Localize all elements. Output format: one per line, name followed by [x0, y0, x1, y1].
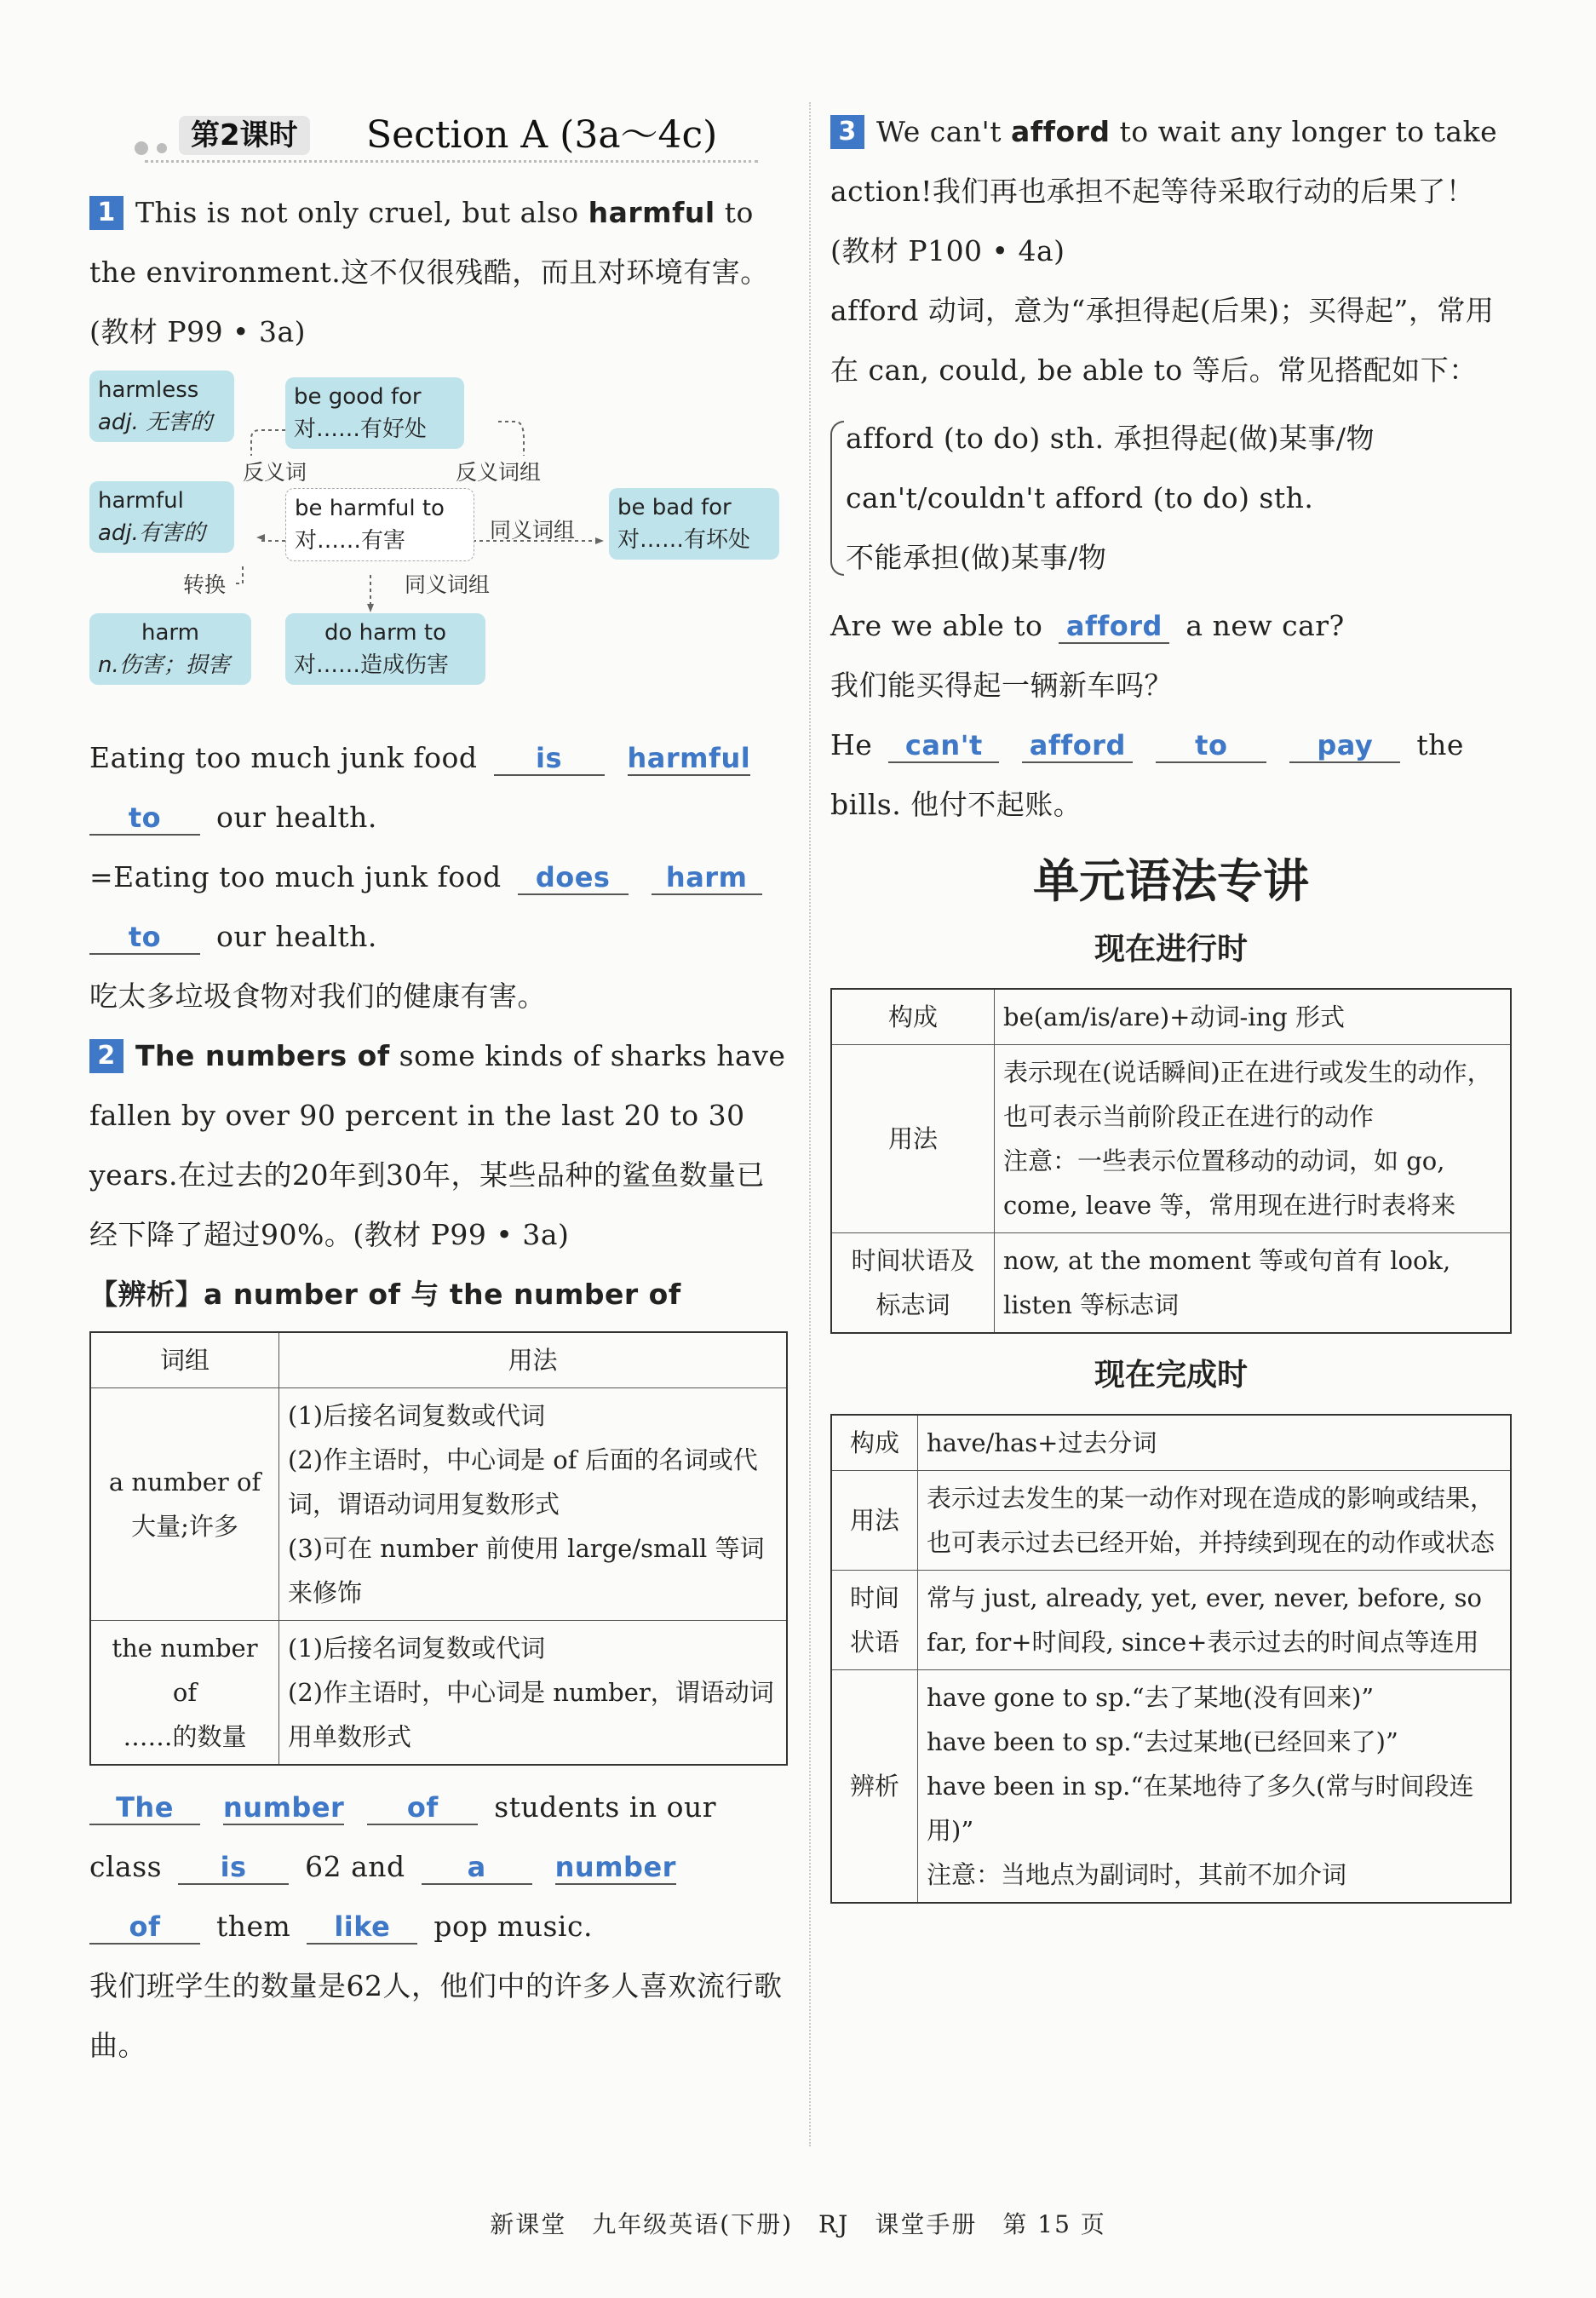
- node-be-bad-for: be bad for 对……有坏处: [609, 488, 779, 560]
- lesson-header: [128, 109, 758, 169]
- answer-blank[interactable]: harmful: [627, 742, 751, 774]
- item-2-sentence: 2 The numbers of some kinds of sharks have fallen by over 90 percent in the last 20 to 30 years.在过去的20年到30年，某些品种的鲨鱼数量已经下降了超过90%。(教材 P99 • 3a): [89, 1039, 786, 1251]
- answer-blank[interactable]: afford: [1022, 729, 1133, 763]
- word-family-diagram: [89, 371, 788, 711]
- item-number-badge: 3: [830, 115, 864, 149]
- item-3-translation-1: 我们能买得起一辆新车吗？: [830, 669, 1173, 702]
- table-row: [90, 1621, 787, 1766]
- table-cell: have/has+过去分词: [918, 1415, 1512, 1471]
- table-cell: (1)后接名词复数或代词 (2)作主语时，中心词是 of 后面的名词或代词，谓语动词用复数形式 (3)可在 number 前使用 large/small 等词来修饰: [279, 1388, 788, 1621]
- table-cell: 用法: [831, 1045, 995, 1233]
- table-cell: 用法: [831, 1471, 918, 1571]
- label-synonym-phrase: 同义词组: [490, 518, 576, 543]
- table-row: [831, 1415, 1511, 1471]
- answer-blank[interactable]: of: [367, 1791, 478, 1825]
- node-be-harmful-to: be harmful to 对……有害: [285, 488, 474, 561]
- section-title: Section A (3a～4c): [366, 113, 718, 157]
- lesson-badge: 第2课时: [179, 116, 310, 155]
- answer-blank[interactable]: is: [178, 1851, 289, 1885]
- table-cell: 表示过去发生的某一动作对现在造成的影响或结果，也可表示过去已经开始，并持续到现在的动作或状态: [918, 1471, 1512, 1571]
- bullet-dot-icon: [157, 143, 167, 153]
- answer-blank[interactable]: afford: [1059, 610, 1169, 644]
- label-synonym-phrase-2: 同义词组: [405, 572, 491, 597]
- answer-blank[interactable]: number: [223, 1791, 345, 1824]
- header-divider: [145, 160, 758, 163]
- node-be-good-for: be good for 对……有好处: [285, 377, 464, 449]
- answer-blank[interactable]: harm: [652, 861, 762, 895]
- table-cell: the number of ……的数量: [90, 1621, 279, 1766]
- item-1-translation: 吃太多垃圾食物对我们的健康有害。: [89, 980, 546, 1013]
- present-perfect-table: [830, 1414, 1512, 1904]
- item-1-sentence: 1 This is not only cruel, but also harmful to the environment.这不仅很残酷，而且对环境有害。(教材 P99 • 3a): [89, 196, 769, 348]
- bullet-dot-icon: [135, 141, 148, 155]
- left-column: [89, 183, 788, 2076]
- answer-blank[interactable]: of: [89, 1910, 200, 1945]
- table-cell: be(am/is/are)+动词-ing 形式: [995, 989, 1512, 1045]
- node-harmless: harmless adj. 无害的: [89, 371, 234, 442]
- answer-blank[interactable]: pay: [1289, 729, 1400, 763]
- table-row: [831, 1670, 1511, 1904]
- answer-blank[interactable]: does: [518, 861, 629, 895]
- collocation-line: 不能承担(做)某事/物: [846, 541, 1107, 574]
- answer-blank[interactable]: a: [422, 1851, 532, 1885]
- table-row: [831, 1045, 1511, 1233]
- item-number-badge: 1: [89, 196, 123, 230]
- label-antonym: 反义词: [243, 460, 307, 485]
- table-row: [831, 1571, 1511, 1670]
- present-perfect-title: 现在完成时: [1094, 1358, 1248, 1393]
- number-of-table: [89, 1331, 788, 1766]
- table-cell: (1)后接名词复数或代词 (2)作主语时，中心词是 number，谓语动词用单数形式: [279, 1621, 788, 1766]
- grammar-section-title: 单元语法专讲: [1033, 854, 1309, 908]
- answer-blank[interactable]: The: [89, 1791, 200, 1825]
- table-cell: 时间状语: [831, 1571, 918, 1670]
- afford-explanation: afford 动词，意为“承担得起(后果)；买得起”，常用在 can, could, be able to 等后。常见搭配如下：: [830, 294, 1495, 387]
- table-header: 词组: [90, 1332, 279, 1388]
- table-cell: 构成: [831, 989, 995, 1045]
- item-1-exercise-2: =Eating too much junk food does harm to our health.: [89, 847, 788, 967]
- table-cell: 时间状语及标志词: [831, 1233, 995, 1334]
- item-3-exercise-2: He can't afford to pay the bills. 他付不起账。: [830, 728, 1464, 821]
- collocation-line: afford (to do) sth. 承担得起(做)某事/物: [846, 422, 1375, 455]
- node-do-harm-to: do harm to 对……造成伤害: [285, 613, 485, 685]
- node-harm: harm n.伤害；损害: [89, 613, 251, 685]
- table-row: [831, 989, 1511, 1045]
- collocation-line: can't/couldn't afford (to do) sth.: [846, 481, 1314, 514]
- table-cell: a number of 大量;许多: [90, 1388, 279, 1621]
- item-number-badge: 2: [89, 1039, 123, 1073]
- table-row: [831, 1233, 1511, 1334]
- present-progressive-title: 现在进行时: [1094, 932, 1248, 967]
- table-header-row: [90, 1332, 787, 1388]
- table-cell: now, at the moment 等或句首有 look, listen 等标志词: [995, 1233, 1512, 1334]
- table-row: [831, 1471, 1511, 1571]
- item-2-translation: 我们班学生的数量是62人，他们中的许多人喜欢流行歌曲。: [89, 1969, 783, 2062]
- table-cell: 构成: [831, 1415, 918, 1471]
- answer-blank[interactable]: can't: [888, 729, 999, 763]
- item-2-exercise: The number of students in our class is 62 and a number of them like pop music.: [89, 1790, 717, 1943]
- present-progressive-table: [830, 988, 1512, 1334]
- item-3-exercise-1: Are we able to afford a new car?: [830, 609, 1345, 642]
- page-footer: 新课堂 九年级英语(下册) RJ 课堂手册 第 15 页: [490, 2210, 1106, 2238]
- table-cell: have gone to sp.“去了某地(没有回来)” have been to sp.“去过某地(已经回来了)” have been in sp.“在某地待了多久(常与时间段连用)” 注意：当地点为副词时，其前不加介词: [918, 1670, 1512, 1904]
- answer-blank[interactable]: to: [89, 801, 200, 836]
- table-cell: 辨析: [831, 1670, 918, 1904]
- node-harmful: harmful adj.有害的: [89, 481, 234, 553]
- table-cell: 表示现在(说话瞬间)正在进行或发生的动作，也可表示当前阶段正在进行的动作 注意：一些表示位置移动的动词，如 go, come, leave 等，常用现在进行时表将来: [995, 1045, 1512, 1233]
- label-antonym-phrase: 反义词组: [456, 460, 542, 485]
- table-cell: 常与 just, already, yet, ever, never, before, so far, for+时间段, since+表示过去的时间点等连用: [918, 1571, 1512, 1670]
- table-row: [90, 1388, 787, 1621]
- item-3-sentence: 3 We can't afford to wait any longer to take action!我们再也承担不起等待采取行动的后果了！(教材 P100 • 4a): [830, 115, 1498, 267]
- label-convert: 转换: [183, 572, 227, 597]
- right-column: [830, 102, 1512, 1904]
- answer-blank[interactable]: to: [1156, 729, 1266, 763]
- analysis-title: 【辨析】a number of 与 the number of: [89, 1278, 681, 1311]
- answer-blank[interactable]: to: [89, 921, 200, 955]
- answer-blank[interactable]: number: [554, 1851, 676, 1883]
- answer-blank[interactable]: is: [494, 742, 605, 776]
- item-1-exercise-1: Eating too much junk food is harmful to our health.: [89, 741, 751, 834]
- answer-blank[interactable]: like: [307, 1910, 417, 1945]
- column-divider: [809, 102, 811, 2146]
- table-header: 用法: [279, 1332, 788, 1388]
- afford-collocations: [830, 409, 1512, 588]
